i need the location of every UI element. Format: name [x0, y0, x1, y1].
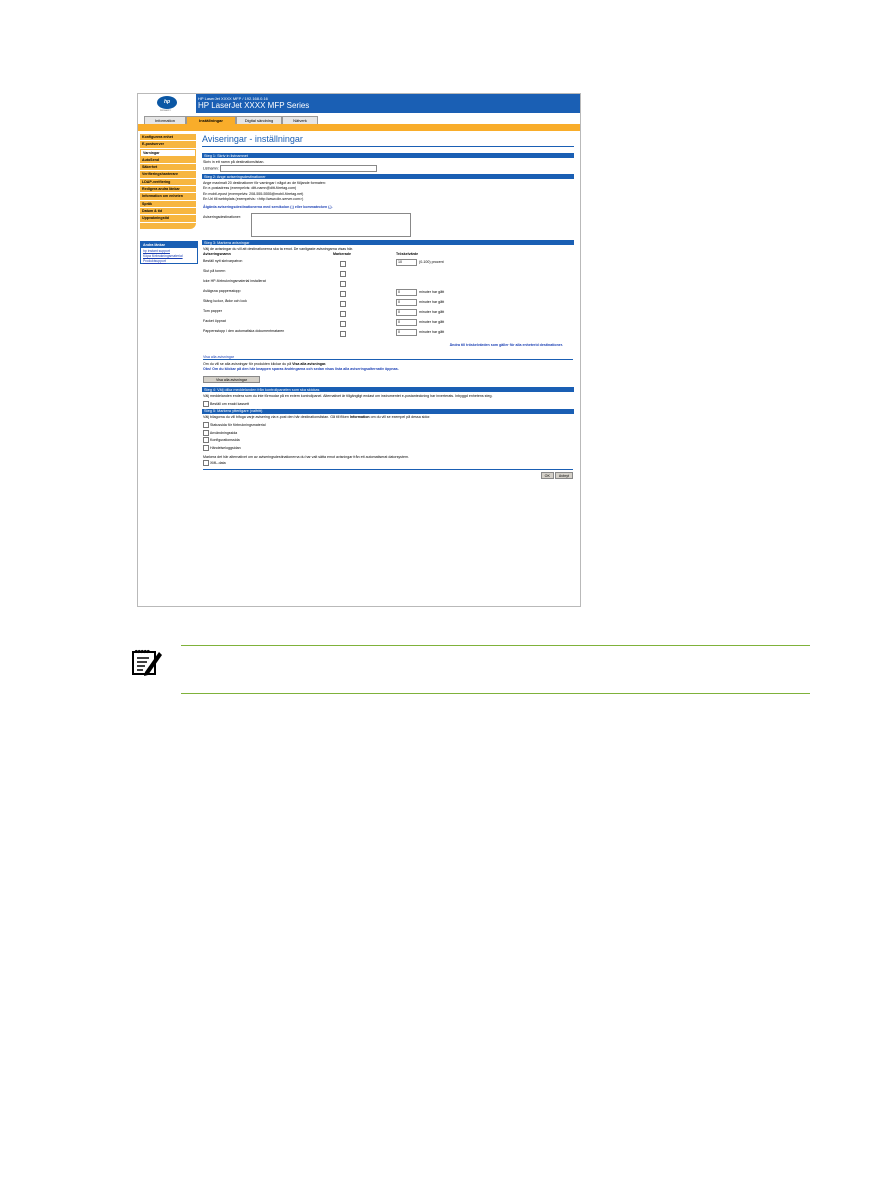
- threshold-unit: (0-100) procent: [419, 260, 444, 264]
- threshold-unit: minuter har gått: [419, 290, 445, 294]
- device-address: HP LaserJet XXXX MFP / 192.168.0.16: [198, 96, 268, 101]
- view-all-title: Visa alla avisningar: [203, 355, 573, 360]
- reorder-cartridge-checkbox[interactable]: [203, 401, 209, 407]
- event-log-checkbox[interactable]: [203, 445, 209, 451]
- sidebar-item-wake-time[interactable]: Uppvakningstid: [140, 215, 196, 222]
- step4-header: Steg 4: Välj olika meddelanden från kontrollpanelen som ska skickas: [202, 387, 574, 392]
- alert-checkbox[interactable]: [340, 301, 346, 307]
- supplies-status-label: Statussida för förbrukningsmaterial: [210, 422, 266, 427]
- alert-name: Icke HP-förbrukningsmaterial installerat: [203, 279, 266, 283]
- step2-line4: En Url till webbplats (exempelvis: <http://www.din-server.com>): [203, 197, 304, 201]
- note-icon: [131, 648, 163, 676]
- list-name-label: Listnamn:: [203, 166, 219, 171]
- alert-checkbox[interactable]: [340, 291, 346, 297]
- sidebar-item-alerts[interactable]: Varningar: [140, 149, 196, 157]
- view-all-button[interactable]: Visa alla avisningar: [203, 376, 260, 383]
- alert-row: [202, 328, 574, 338]
- view-all-text-a: Om du vill se alla avisningar för produkten klickar du på: [203, 361, 292, 366]
- sidebar-item-autosend[interactable]: AutoSend: [140, 157, 196, 164]
- event-log-label: Händelseloggsidan: [210, 445, 241, 450]
- threshold-link[interactable]: Ändra till tröskelvärden som gäller för alla enheterid destinationer.: [449, 343, 563, 347]
- alert-row: [202, 288, 574, 298]
- alert-checkbox[interactable]: [340, 281, 346, 287]
- step5-desc: [203, 415, 573, 419]
- config-page-label: Konfigurationssida: [210, 437, 240, 442]
- threshold-input[interactable]: 0: [396, 299, 417, 306]
- threshold-unit: minuter har gått: [419, 330, 445, 334]
- alert-name: Facket öppnat: [203, 319, 226, 323]
- col-alert-name: Aviseringsnamn: [203, 252, 231, 256]
- sidebar-footer: [140, 223, 196, 229]
- step2-line3: En mobil-epost (exempelvis: 208-555-5555@mobil-företag.net): [203, 191, 304, 196]
- main-content: [202, 134, 574, 481]
- threshold-input[interactable]: 0: [396, 289, 417, 296]
- step4-desc: Välj meddelanden endera som du inte förmodar på en extern kontrollpanel. Alternativet är tillgängligt endast om instrumentet e-postanteckning har inverterats. Inbyggd enhetens steg.: [203, 393, 493, 398]
- alert-name: Stäng luckor, lådor och lock: [203, 299, 247, 303]
- xml-label: XML-data: [210, 460, 226, 465]
- threshold-unit: minuter har gått: [419, 300, 445, 304]
- tab-information[interactable]: Information: [144, 116, 186, 124]
- ok-button[interactable]: OK: [541, 472, 554, 479]
- alert-checkbox[interactable]: [340, 331, 346, 337]
- usage-page-label: Användningssida: [209, 430, 238, 435]
- tab-underline: [138, 124, 580, 131]
- sidebar-item-security[interactable]: Säkerhet: [140, 164, 196, 171]
- alert-name: Avlägsna pappersstopp: [203, 289, 241, 293]
- supplies-status-checkbox[interactable]: [203, 422, 209, 428]
- list-name-row: [203, 165, 573, 172]
- alert-checkbox[interactable]: [340, 321, 346, 327]
- threshold-input[interactable]: 0: [396, 319, 417, 326]
- destinations-label: Aviseringsdestinationer:: [203, 215, 242, 219]
- product-title: HP LaserJet XXXX MFP Series: [198, 101, 310, 110]
- col-threshold: Tröskelvärde: [396, 252, 419, 256]
- tab-bar: [138, 116, 580, 124]
- alert-row: [202, 268, 574, 278]
- threshold-input[interactable]: 0: [396, 309, 417, 316]
- step2-line2: En e-postadress (exempelvis: ditt-namn@ditt-företag.com): [203, 186, 297, 190]
- other-links-title: Andra länkar: [141, 242, 197, 248]
- threshold-input[interactable]: 10: [396, 259, 417, 266]
- col-marked: Markerade: [333, 252, 351, 256]
- sidebar-item-device-info[interactable]: Information om enheten: [140, 193, 196, 200]
- xml-desc: Markera det här alternativet om av aviseringsdestinationerna du har valt sätta emot avisningar från ett automatiserat datorsystem.: [203, 454, 409, 459]
- step5-desc-c: om du vill se exempel på dessa sidor.: [370, 415, 431, 419]
- note-top-rule: [181, 645, 810, 646]
- screenshot-window: [137, 93, 581, 607]
- alert-checkbox[interactable]: [340, 261, 346, 267]
- alert-name: Slut på tonern: [203, 269, 226, 273]
- tab-digital-sending[interactable]: Digital sändning: [236, 116, 282, 124]
- sidebar: [140, 134, 196, 229]
- threshold-unit: minuter har gått: [419, 310, 445, 314]
- step3-header: Steg 3: Markera avisningar: [202, 240, 574, 245]
- alert-name: Pappersstopp i den automatiska dokumentmataren: [203, 329, 285, 333]
- list-name-input[interactable]: [220, 165, 377, 172]
- sidebar-item-auth-manager[interactable]: Verifieringshanterare: [140, 171, 196, 178]
- header: [138, 94, 580, 113]
- threshold-input[interactable]: 0: [396, 329, 417, 336]
- alert-name: Tom papper: [203, 309, 222, 313]
- link-product-support[interactable]: Produktsupport: [143, 258, 166, 263]
- threshold-unit: minuter har gått: [419, 320, 445, 324]
- sidebar-item-language[interactable]: Språk: [140, 201, 196, 208]
- tab-settings[interactable]: Inställningar: [186, 116, 236, 124]
- xml-checkbox[interactable]: [203, 460, 209, 466]
- sidebar-item-configure[interactable]: Konfigurera enhet: [140, 134, 196, 141]
- alert-name: Beställ nytt skrivarpatron: [203, 259, 243, 263]
- page-title: Aviseringar - inställningar: [202, 134, 574, 147]
- alerts-table: [202, 258, 574, 338]
- note-bottom-rule: [181, 693, 810, 694]
- reorder-cartridge-label: Beställ om enakt kassett: [210, 401, 249, 406]
- view-all-note: Obs! Om du klickar på den här knappen sparas ändringarna och sedan visas lista alla aviseringsalternativ öppnas.: [203, 367, 399, 371]
- link-buy-supplies[interactable]: Köpa förbrukningsmaterial: [143, 253, 183, 258]
- alert-checkbox[interactable]: [340, 311, 346, 317]
- step3-desc: Välj de avisningar du vill att destinationerna ska ta emot. De vanligaste avisningarna visas här.: [203, 246, 354, 251]
- step2-line1: Ange maximalt 20 destinationer för varningar i något av de följande formaten:: [203, 180, 326, 185]
- view-all-text: [203, 362, 573, 366]
- sidebar-item-edit-links[interactable]: Redigera andra länkar: [140, 186, 196, 193]
- step5-desc-a: Välj bilagorna du vill bifoga varje avisering via e-post den här destinationslistan. Gå till fliken: [203, 415, 349, 419]
- alert-row: [202, 278, 574, 288]
- alert-checkbox[interactable]: [340, 271, 346, 277]
- link-instant-support[interactable]: hp instant support: [143, 248, 170, 253]
- sidebar-item-date-time[interactable]: Datum & tid: [140, 208, 196, 215]
- sidebar-item-email-server[interactable]: E-postserver: [140, 141, 196, 148]
- destinations-textarea[interactable]: [251, 213, 411, 237]
- step1-header: Steg 1: Skriv in listnamnet: [202, 153, 574, 158]
- alert-row: [202, 318, 574, 328]
- alert-row: [202, 308, 574, 318]
- tab-network[interactable]: Nätverk: [282, 116, 318, 124]
- destinations-row: [203, 213, 573, 238]
- hp-logo: hp: [157, 96, 177, 109]
- view-all-text-b: Visa alla avisningar.: [292, 361, 327, 366]
- header-bar: [196, 94, 580, 113]
- other-links-box: [140, 241, 198, 264]
- step2-note: Åtgärda aviseringsdestinationerna med semikolon (;) eller kommatecken (,).: [203, 205, 333, 209]
- alert-row: [202, 258, 574, 268]
- sidebar-item-ldap[interactable]: LDAP-verifiering: [140, 179, 196, 186]
- logo-tagline: invent: [160, 108, 172, 112]
- step1-desc: Skriv in ett namn på destinationslistan.: [203, 159, 265, 164]
- step5-desc-b: Information: [349, 415, 370, 419]
- cancel-button[interactable]: Avbryt: [555, 472, 573, 479]
- config-page-checkbox[interactable]: [203, 437, 209, 443]
- alert-row: [202, 298, 574, 308]
- step2-header: Steg 2: Ange aviseringsdestinationer: [202, 174, 574, 179]
- step5-header: Steg 5: Markera ytterligare (valfritt): [202, 409, 574, 414]
- usage-page-checkbox[interactable]: [203, 430, 209, 436]
